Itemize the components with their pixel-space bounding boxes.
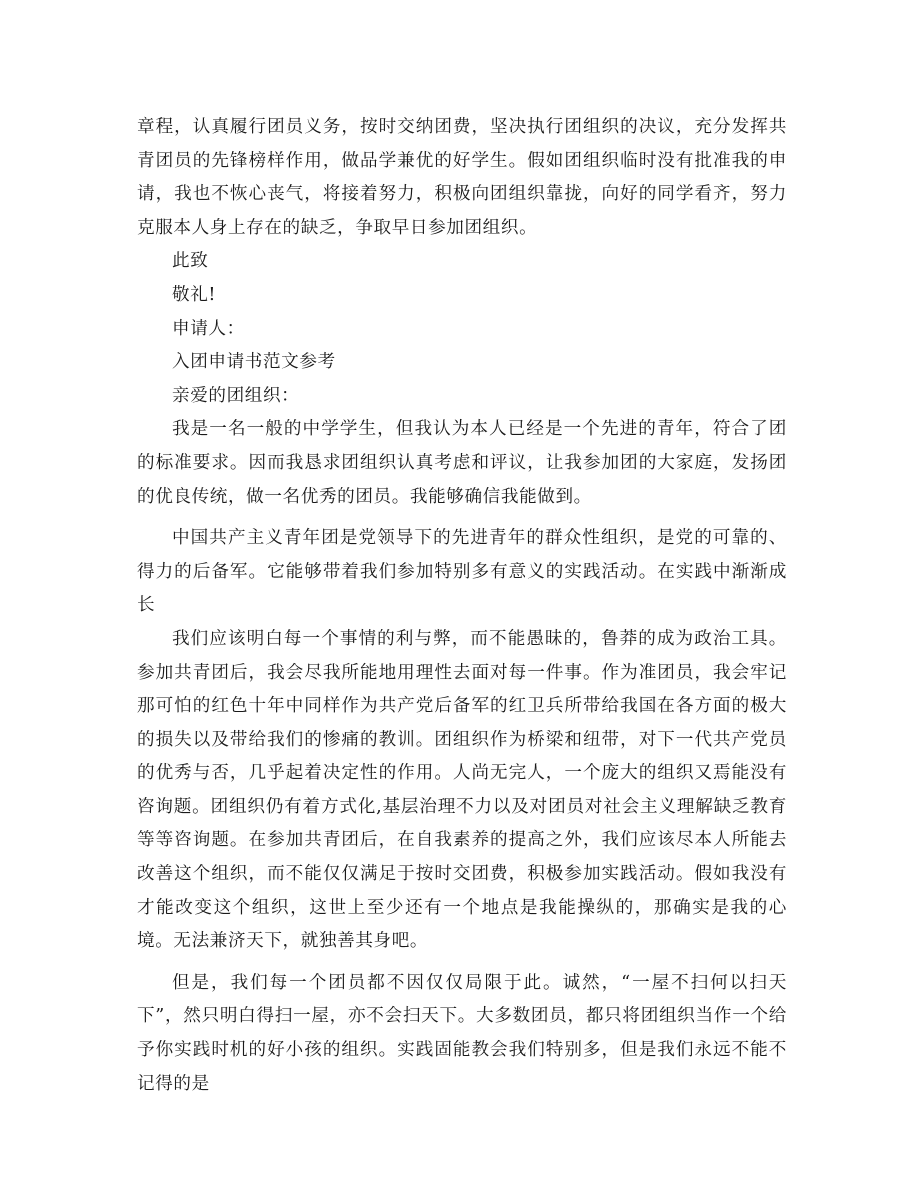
document-page (137, 111, 787, 1101)
paragraph-league-description: 中国共产主义青年团是党领导下的先进青年的群众性组织，是党的可靠的、得力的后备军。它能够带着我们参加特别多有意义的实践活动。在实践中渐渐成长 (137, 528, 787, 616)
paragraph-continuation: 章程，认真履行团员义务，按时交纳团费，坚决执行团组织的决议，充分发挥共青团员的先锋榜样作用，做品学兼优的好学生。假如团组织临时没有批准我的申请，我也不恢心丧气，将接着努力，积极向团组织靠拢，向好的同学看齐，努力克服本人身上存在的缺乏，争取早日参加团组织。 (137, 117, 787, 238)
greeting-line: 亲爱的团组织： (172, 385, 300, 406)
section-title: 入团申请书范文参考 (172, 352, 336, 373)
salutation-jingli: 敬礼! (172, 284, 217, 305)
applicant-label: 申请人： (172, 318, 245, 339)
paragraph-conclusion: 但是，我们每一个团员都不因仅仅局限于此。诚然，“一屋不扫何以扫天下”，然只明白得扫一屋，亦不会扫天下。大多数团员，都只将团组织当作一个给予你实践时机的好小孩的组织。实践固能教会我们特别多，但是我们永远不能不记得的是 (137, 972, 787, 1094)
salutation-cizhi: 此致 (172, 251, 209, 272)
paragraph-reflection: 我们应该明白每一个事情的利与弊，而不能愚昧的，鲁莽的成为政治工具。参加共青团后，我会尽我所能地用理性去面对每一件事。作为准团员，我会牢记那可怕的红色十年中同样作为共产党后备军的红卫兵所带给我国在各方面的极大的损失以及带给我们的惨痛的教训。团组织作为桥梁和纽带，对下一代共产党员的优秀与否，几乎起着决定性的作用。人尚无完人，一个庞大的组织又焉能没有咨询题。团组织仍有着方式化,基层治理不力以及对团员对社会主义理解缺乏教育等等咨询题。在参加共青团后，在自我素养的提高之外，我们应该尽本人所能去改善这个组织，而不能仅仅满足于按时交团费，积极参加实践活动。假如我没有才能改变这个组织，这世上至少还有一个地点是我能操纵的，那确实是我的心境。无法兼济天下，就独善其身吧。 (137, 628, 787, 952)
paragraph-intro: 我是一名一般的中学学生，但我认为本人已经是一个先进的青年，符合了团的标准要求。因而我恳求团组织认真考虑和评议，让我参加团的大家庭，发扬团的优良传统，做一名优秀的团员。我能够确信我能做到。 (137, 419, 787, 507)
